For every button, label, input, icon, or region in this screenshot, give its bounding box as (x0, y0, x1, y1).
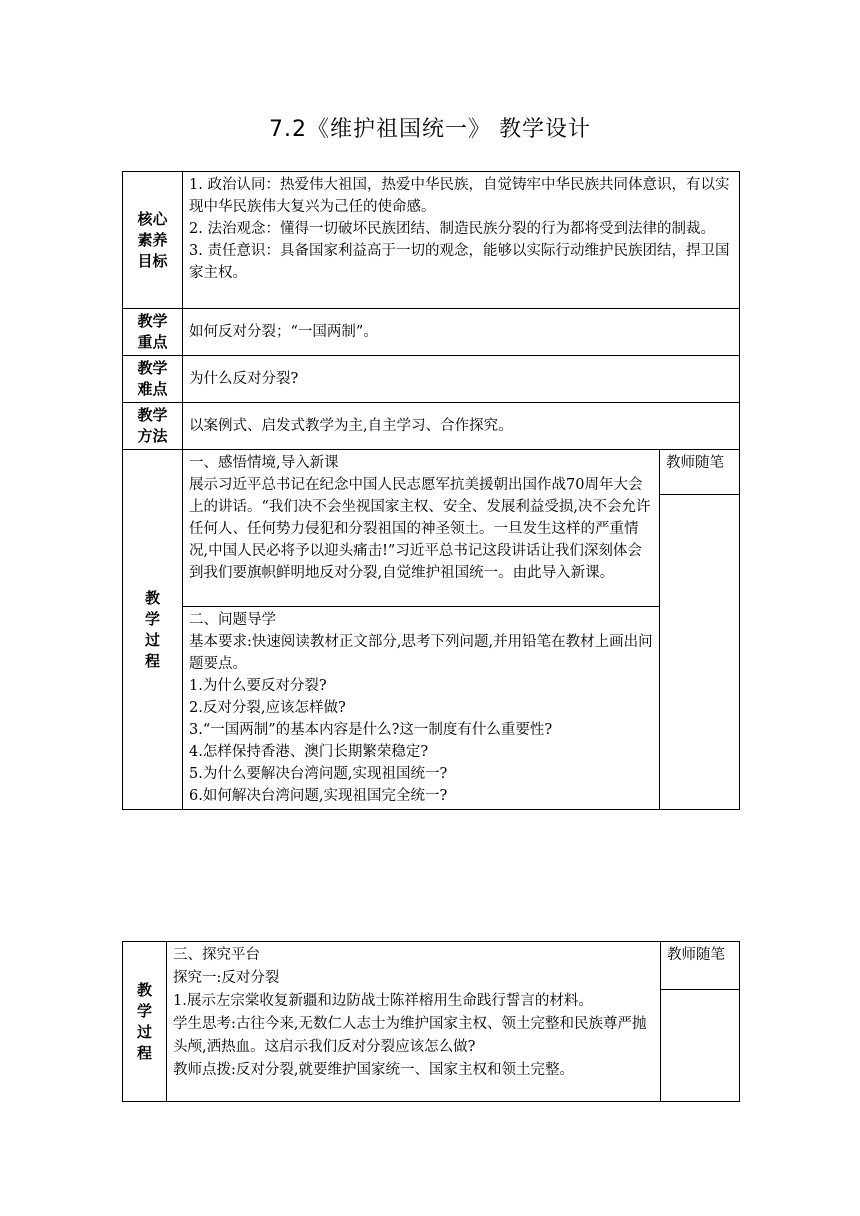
core-label-line: 核心 (137, 209, 168, 228)
method-label-line: 教学 (137, 406, 168, 424)
section1-content (183, 450, 660, 607)
teacher-notes-label: 教师随笔 (660, 450, 739, 495)
lesson-plan-table (122, 171, 740, 810)
method-label (123, 403, 183, 450)
difficulty-content: 为什么反对分裂? (183, 356, 740, 403)
section2-intro: 基本要求:快速阅读教材正文部分,思考下列问题,并用铅笔在教材上画出问题要点。 (189, 634, 653, 672)
teacher-notes-column (661, 942, 740, 1102)
method-label-line: 方法 (137, 427, 168, 445)
lesson-plan-table-continued (122, 941, 740, 1102)
core-goals-content (183, 172, 740, 309)
explore-title: 探究一:反对分裂 (173, 970, 280, 986)
difficulty-label (123, 356, 183, 403)
process-label-char: 过 (136, 1022, 152, 1041)
question-item: 5.为什么要解决台湾问题,实现祖国统一? (189, 766, 448, 782)
question-item: 2.反对分裂,应该怎样做? (189, 700, 346, 716)
section2-heading: 二、问题导学 (189, 612, 276, 628)
difficulty-label-line: 教学 (137, 359, 168, 377)
section1-heading: 一、感悟情境,导入新课 (189, 455, 339, 471)
method-content: 以案例式、启发式教学为主,自主学习、合作探究。 (183, 403, 740, 450)
process-label-char: 学 (144, 609, 160, 628)
explore-material: 1.展示左宗棠收复新疆和边防战士陈祥榕用生命践行誓言的材料。 (173, 993, 593, 1009)
question-item: 6.如何解决台湾问题,实现祖国完全统一? (189, 788, 448, 804)
core-goals-label (123, 172, 183, 309)
teacher-notes-column (660, 450, 740, 810)
process-label-char: 学 (136, 1001, 152, 1020)
section3-heading: 三、探究平台 (173, 947, 260, 963)
core-goal-item: 2. 法治观念：懂得一切破坏民族团结、制造民族分裂的行为都将受到法律的制裁。 (189, 221, 715, 237)
difficulty-label-line: 难点 (137, 380, 168, 398)
question-item: 1.为什么要反对分裂? (189, 678, 327, 694)
key-points-content: 如何反对分裂；“一国两制”。 (183, 309, 740, 356)
process-label-char: 程 (136, 1043, 152, 1062)
student-think: 学生思考:古往今来,无数仁人志士为维护国家主权、领土完整和民族尊严抛头颅,洒热血。这启示我们反对分裂应该怎么做? (173, 1016, 647, 1055)
key-label-line: 教学 (137, 312, 168, 330)
core-goal-item: 1. 政治认同：热爱伟大祖国，热爱中华民族，自觉铸牢中华民族共同体意识，有以实现中华民族伟大复兴为己任的使命感。 (189, 177, 730, 215)
process-label-char: 过 (144, 630, 160, 649)
section3-content (167, 942, 661, 1102)
process-label-char: 教 (136, 980, 152, 999)
question-item: 3.“一国两制”的基本内容是什么?这一制度有什么重要性? (189, 722, 553, 738)
teacher-guide: 教师点拨:反对分裂,就要维护国家统一、国家主权和领土完整。 (173, 1062, 574, 1078)
process-label-char: 程 (144, 651, 160, 670)
section1-text: 展示习近平总书记在纪念中国人民志愿军抗美援朝出国作战70周年大会上的讲话。“我们决不会坐视国家主权、安全、发展利益受损,决不会允许任何人、任何势力侵犯和分裂祖国的神圣领土。一旦发生这样的严重情况,中国人民必将予以迎头痛击!”习近平总书记这段讲话让我们深刻体会到我们要旗帜鲜明地反对分裂,自觉维护祖国统一。由此导入新课。 (189, 477, 651, 581)
key-points-label (123, 309, 183, 356)
process-label-char: 教 (144, 588, 160, 607)
teacher-notes-label: 教师随笔 (661, 942, 739, 990)
key-label-line: 重点 (137, 333, 168, 351)
question-item: 4.怎样保持香港、澳门长期繁荣稳定? (189, 744, 429, 760)
core-label-line: 素养 (137, 230, 168, 249)
process-label (123, 942, 167, 1102)
process-label (123, 450, 183, 810)
core-label-line: 目标 (137, 251, 168, 270)
page-title: 7.2《维护祖国统一》 教学设计 (269, 117, 591, 142)
core-goal-item: 3. 责任意识：具备国家利益高于一切的观念，能够以实际行动维护民族团结，捍卫国家主权。 (189, 243, 730, 281)
section2-content (183, 607, 660, 810)
